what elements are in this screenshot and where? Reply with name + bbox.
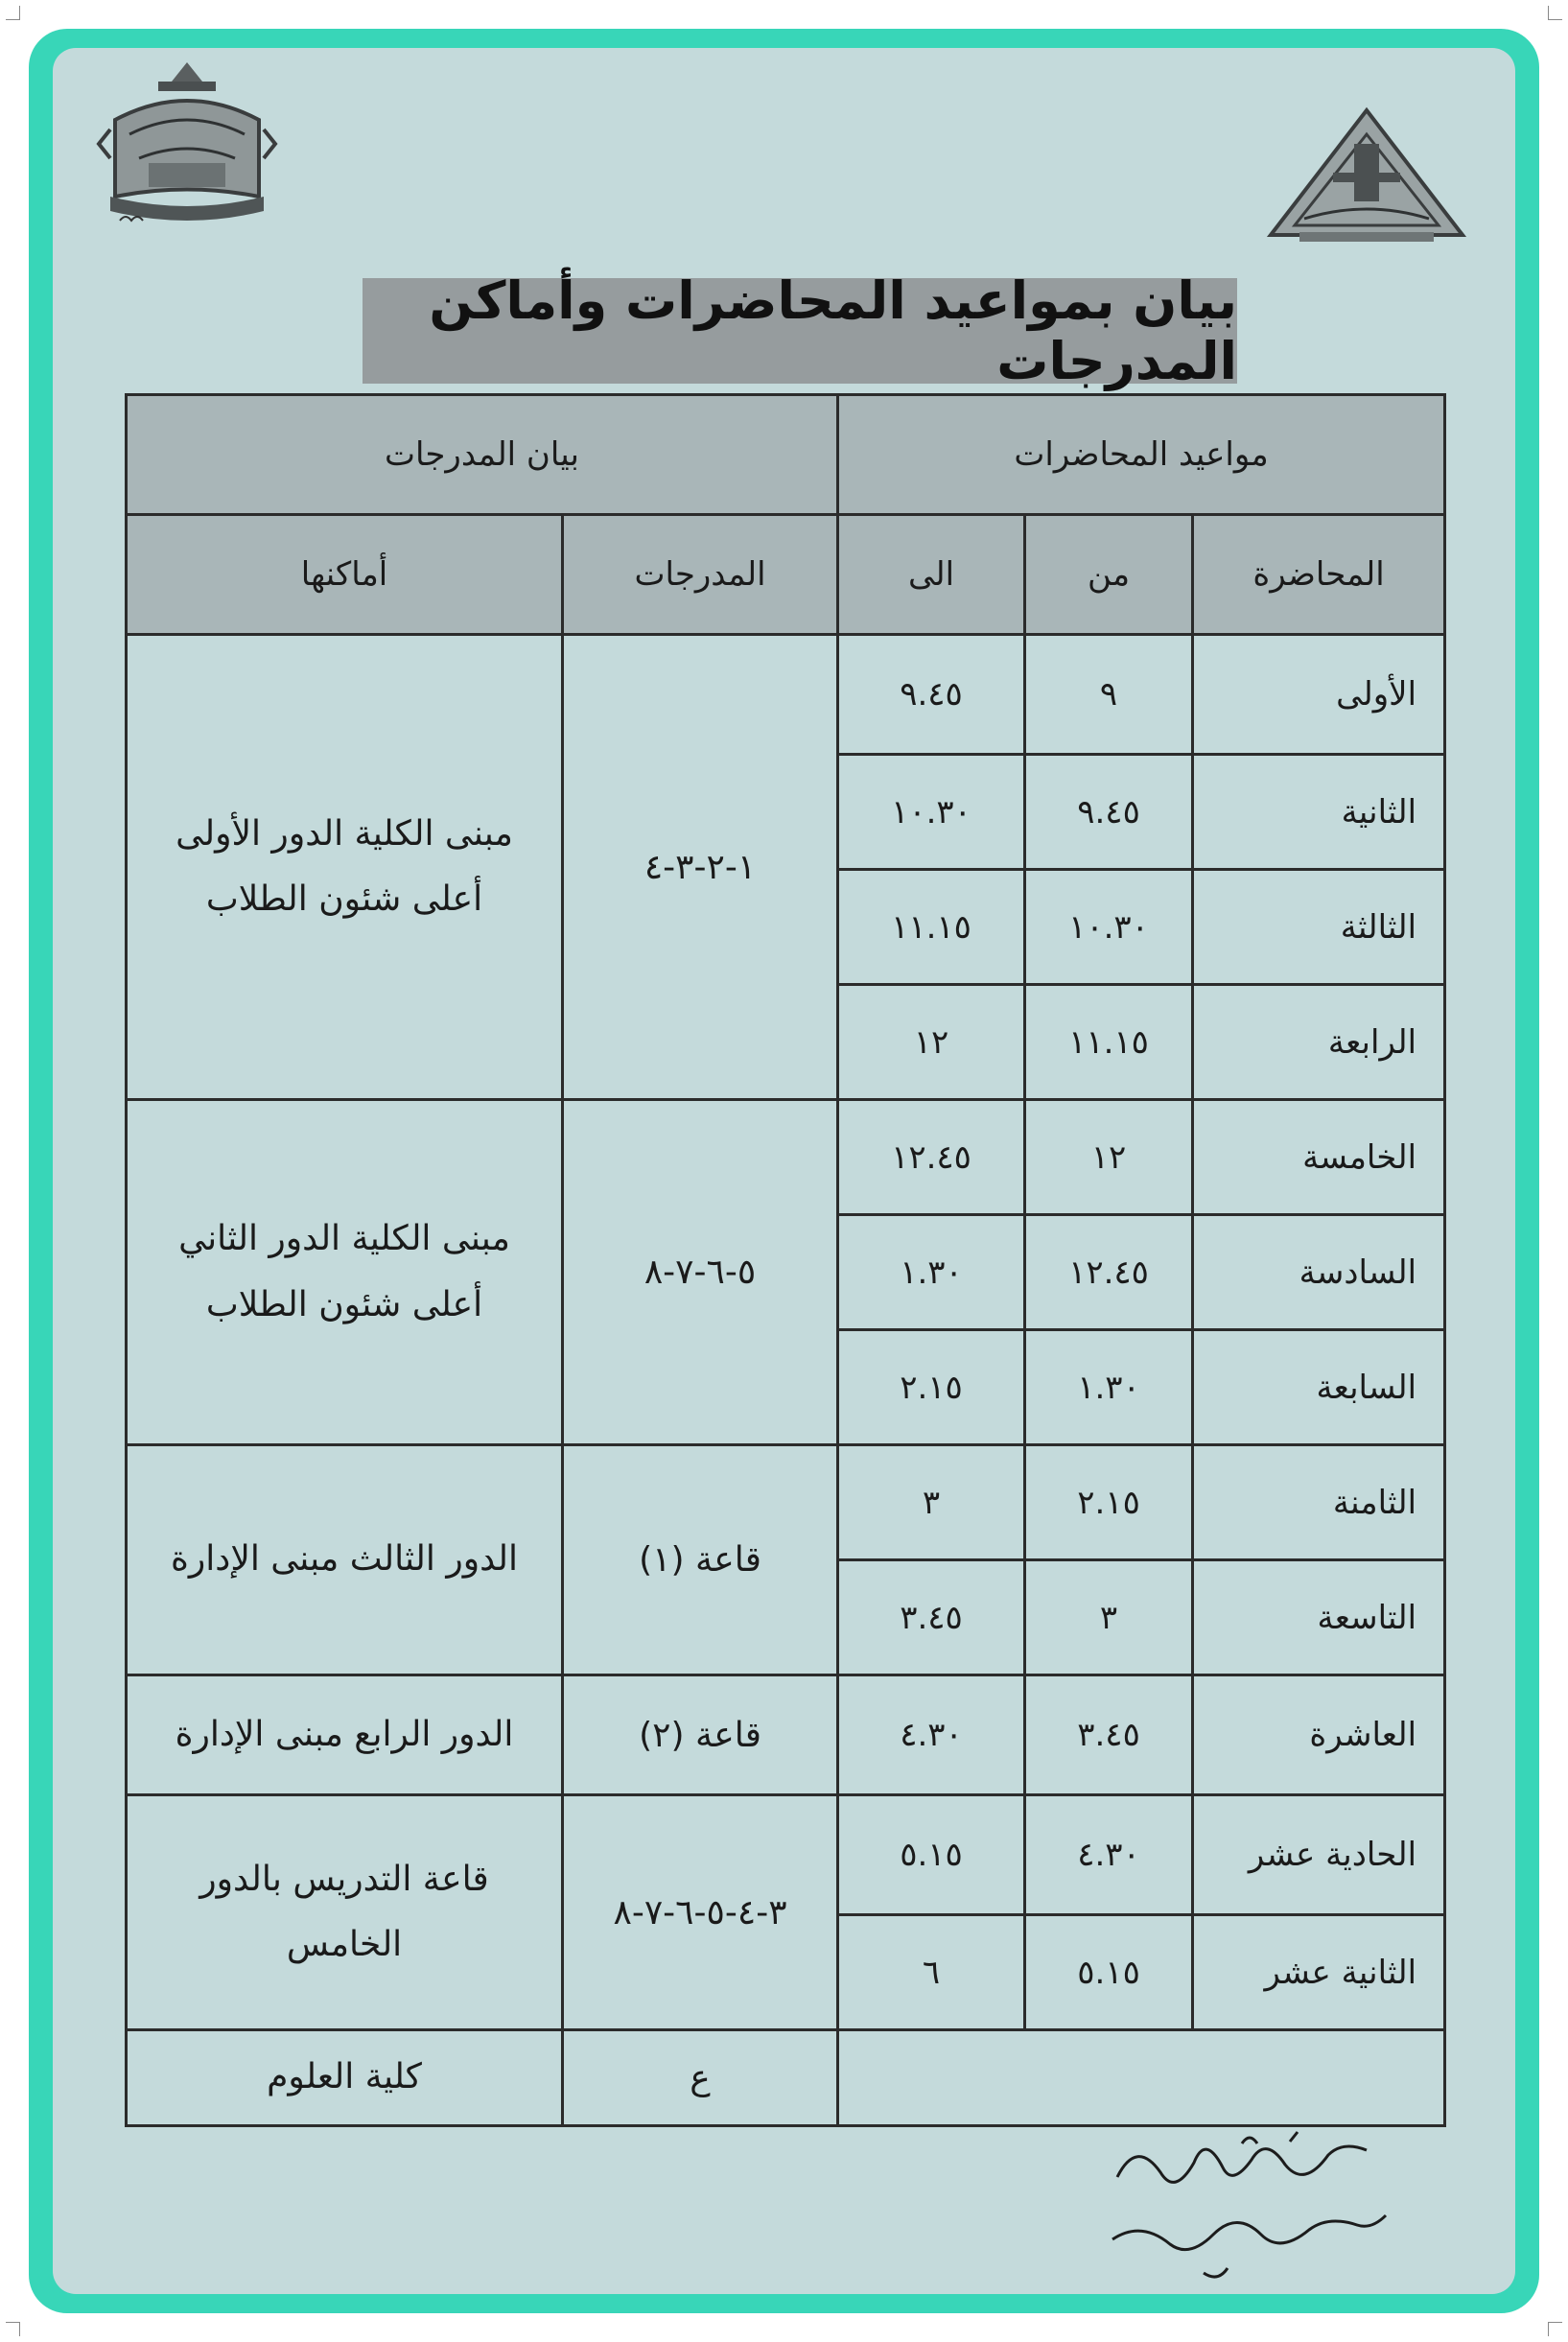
lecture-to: ٣ [838,1445,1025,1560]
lecture-name: العاشرة [1193,1675,1445,1795]
lecture-to: ٤.٣٠ [838,1675,1025,1795]
crop-mark [1548,2322,1562,2336]
lecture-from: ٩ [1025,635,1193,755]
lecture-from: ١.٣٠ [1025,1330,1193,1445]
lecture-name: الثانية عشر [1193,1915,1445,2030]
page-title-bar [363,270,1237,391]
lecture-name: الخامسة [1193,1100,1445,1215]
lecture-name: الثامنة [1193,1445,1445,1560]
table-row [127,635,1445,755]
location-cell [127,1795,563,2030]
halls-cell: ٥-٦-٧-٨ [563,1100,838,1445]
page-title: بيان بمواعيد المحاضرات وأماكن المدرجات [429,270,1237,391]
location-line: الدور الرابع مبنى الإدارة [175,1714,514,1754]
lecture-from: ١٠.٣٠ [1025,870,1193,985]
halls-cell: ٣-٤-٥-٦-٧-٨ [563,1795,838,2030]
lecture-from: ١٢.٤٥ [1025,1215,1193,1330]
halls-cell: قاعة (٢) [563,1675,838,1795]
location-line: أعلى شئون الطلاب [205,1284,483,1324]
lecture-name: الثالثة [1193,870,1445,985]
lecture-to: ١٢ [838,985,1025,1100]
table-row [127,1100,1445,1215]
lecture-name: السادسة [1193,1215,1445,1330]
table-row [127,1445,1445,1560]
schedule-table [125,393,1446,2127]
lecture-name: الحادية عشر [1193,1795,1445,1915]
crop-mark [6,6,20,20]
location-cell: كلية العلوم [127,2030,563,2126]
header-to: الى [838,515,1025,635]
header-locations: أماكنها [127,515,563,635]
empty-cell [838,2030,1445,2126]
location-cell [127,1675,563,1795]
header-lecture: المحاضرة [1193,515,1445,635]
header-from: من [1025,515,1193,635]
header-schedule-group: مواعيد المحاضرات [838,395,1445,515]
header-halls: المدرجات [563,515,838,635]
faculty-crest-logo [91,53,283,230]
lecture-from: ٣ [1025,1560,1193,1675]
lecture-name: السابعة [1193,1330,1445,1445]
location-line: مبنى الكلية الدور الأولى [176,813,513,854]
crop-mark [6,2322,20,2336]
lecture-from: ١١.١٥ [1025,985,1193,1100]
lecture-to: ٩.٤٥ [838,635,1025,755]
lecture-to: ١٠.٣٠ [838,755,1025,870]
lecture-from: ١٢ [1025,1100,1193,1215]
lecture-from: ٩.٤٥ [1025,755,1193,870]
lecture-to: ١٢.٤٥ [838,1100,1025,1215]
location-cell [127,1100,563,1445]
location-cell [127,1445,563,1675]
lecture-name: الأولى [1193,635,1445,755]
crop-mark [1548,6,1562,20]
lecture-name: الثانية [1193,755,1445,870]
lecture-to: ٦ [838,1915,1025,2030]
lecture-to: ٢.١٥ [838,1330,1025,1445]
lecture-from: ٢.١٥ [1025,1445,1193,1560]
lecture-from: ٤.٣٠ [1025,1795,1193,1915]
halls-cell: ع [563,2030,838,2126]
lecture-to: ٣.٤٥ [838,1560,1025,1675]
location-line: مبنى الكلية الدور الثاني [178,1219,510,1259]
lecture-to: ١.٣٠ [838,1215,1025,1330]
lecture-name: التاسعة [1193,1560,1445,1675]
lecture-to: ١١.١٥ [838,870,1025,985]
handwritten-signature [1098,2124,1405,2297]
location-line: قاعة التدريس بالدور [199,1859,489,1899]
lecture-name: الرابعة [1193,985,1445,1100]
location-line: الدور الثالث مبنى الإدارة [171,1539,518,1580]
location-cell [127,635,563,1100]
location-line: أعلى شئون الطلاب [205,879,483,919]
halls-cell: ١-٢-٣-٤ [563,635,838,1100]
location-line: الخامس [286,1925,403,1964]
lecture-to: ٥.١٥ [838,1795,1025,1915]
table-row [127,1795,1445,1915]
table-row [127,1675,1445,1795]
university-logo [1266,105,1467,249]
lecture-from: ٣.٤٥ [1025,1675,1193,1795]
lecture-from: ٥.١٥ [1025,1915,1193,2030]
header-halls-group: بيان المدرجات [127,395,838,515]
table-row [127,2030,1445,2126]
halls-cell: قاعة (١) [563,1445,838,1675]
